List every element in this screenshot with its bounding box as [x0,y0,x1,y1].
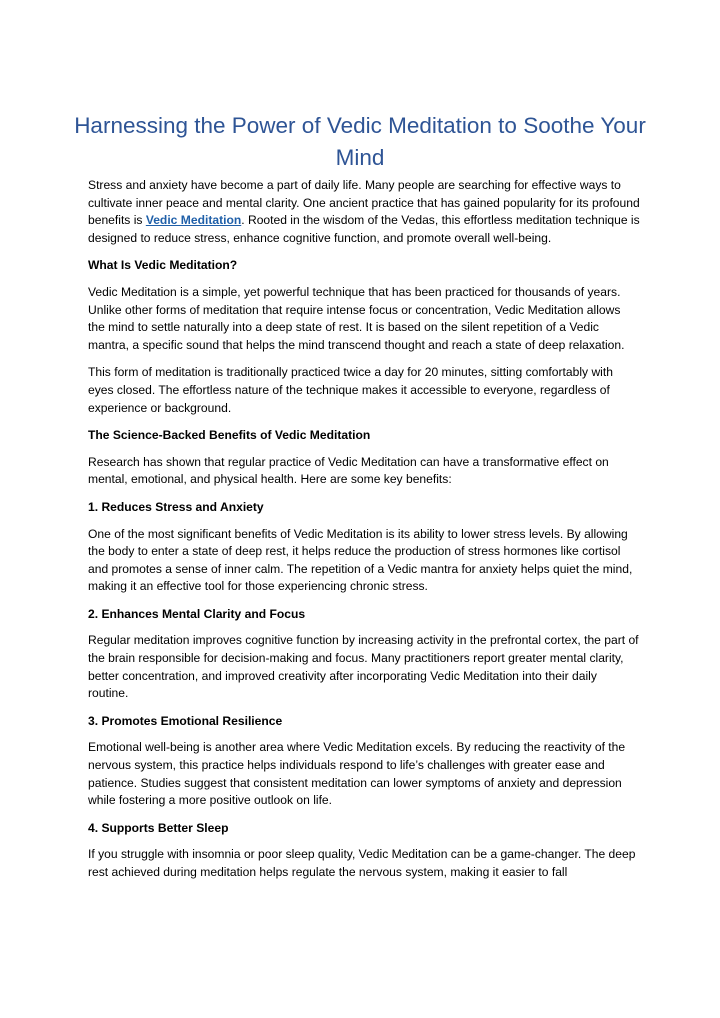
section-heading-benefits: The Science-Backed Benefits of Vedic Meditation [88,428,371,443]
section-paragraph: Emotional well-being is another area where Vedic Meditation excels. By reducing the reactivity of the nervous system, this practice helps individuals respond to life’s challenges with greater ease and patience. Studies suggest that consistent meditation can lower symptoms of anxiety and depression while fostering a more positive outlook on life. [88,740,626,808]
section-paragraph: One of the most significant benefits of Vedic Meditation is its ability to lower stress levels. By allowing the body to enter a state of deep rest, it helps reduce the production of stress hormones like cortisol and promotes a sense of inner calm. The repetition of a Vedic mantra for anxiety helps quiet the mind, making it an effective tool for those experiencing chronic stress. [88,526,633,594]
section-paragraph: Research has shown that regular practice of Vedic Meditation can have a transformative effect on mental, emotional, and physical health. Here are some key benefits: [88,454,609,487]
intro-text-before-link: Stress and anxiety have become a part of daily life. Many people are searching for effective ways to cultivate inner peace and mental clarity. One ancient practice that has gained popularity for its profound benefits is [88,178,640,228]
section-heading-better-sleep: 4. Supports Better Sleep [88,820,229,835]
section-paragraph: Vedic Meditation is a simple, yet powerful technique that has been practiced for thousands of years. Unlike other forms of meditation that require intense focus or concentration, Vedic Meditation allows the mind to settle naturally into a deep state of rest. It is based on the silent repetition of a Vedic mantra, a specific sound that helps the mind transcend thought and reach a state of deep relaxation. [88,284,625,352]
section-heading-what-is: What Is Vedic Meditation? [88,258,238,273]
intro-paragraph [88,177,640,247]
section-heading-mental-clarity: 2. Enhances Mental Clarity and Focus [88,606,306,621]
intro-text-after-link: . Rooted in the wisdom of the Vedas, this effortless meditation technique is designed to reduce stress, enhance cognitive function, and promote overall well-being. [88,213,640,245]
section-heading-emotional-resilience: 3. Promotes Emotional Resilience [88,713,283,728]
article-body [88,177,640,892]
section-heading-reduces-stress: 1. Reduces Stress and Anxiety [88,499,264,514]
page-title: Harnessing the Power of Vedic Meditation to Soothe Your Mind [74,113,646,170]
section-paragraph: If you struggle with insomnia or poor sleep quality, Vedic Meditation can be a game-changer. The deep rest achieved during meditation helps regulate the nervous system, making it easier to fall [88,847,636,879]
section-paragraph: Regular meditation improves cognitive function by increasing activity in the prefrontal cortex, the part of the brain responsible for decision-making and focus. Many practitioners report greater mental clarity, better concentration, and improved creativity after incorporating Vedic Meditation into their daily routine. [88,633,639,701]
section-paragraph: This form of meditation is traditionally practiced twice a day for 20 minutes, sitting comfortably with eyes closed. The effortless nature of the technique makes it accessible to everyone, regardless of experience or background. [88,365,613,415]
vedic-meditation-link[interactable]: Vedic Meditation [145,213,242,228]
